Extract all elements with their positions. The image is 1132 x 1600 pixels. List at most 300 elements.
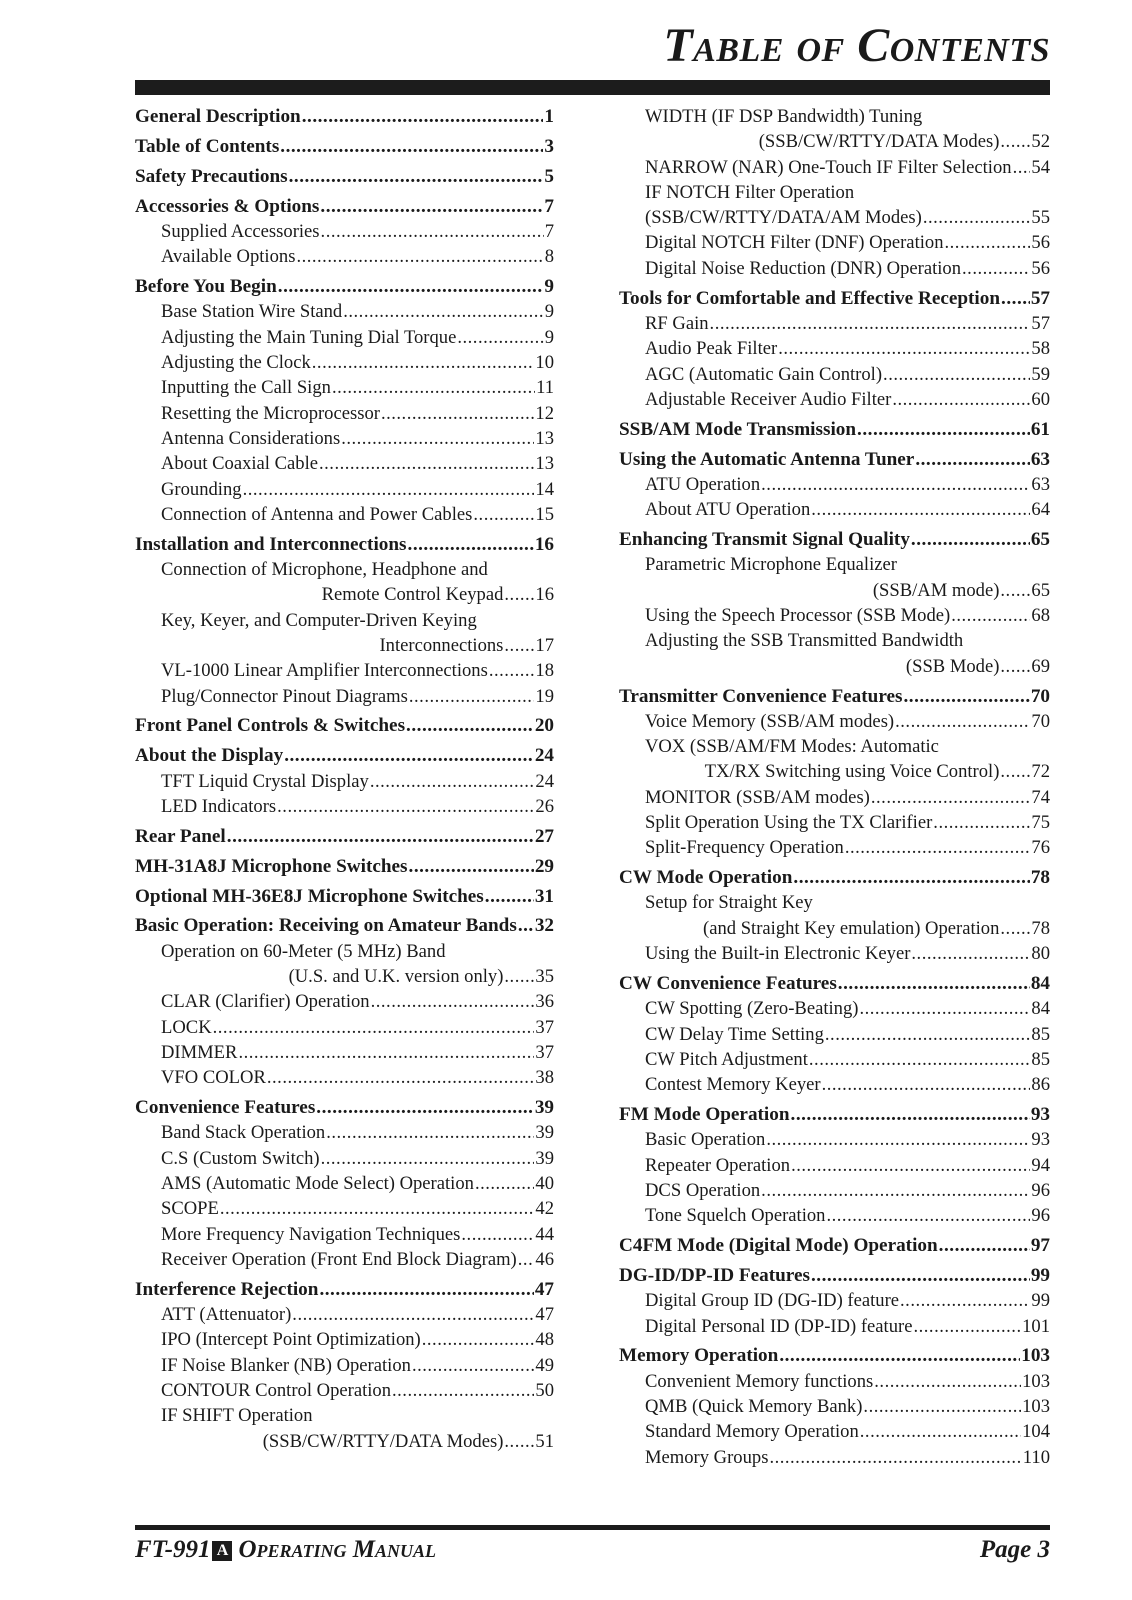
- toc-entry[interactable]: [135, 1327, 554, 1352]
- toc-page-number: 11: [536, 377, 554, 399]
- toc-entry-title: VFO COLOR: [161, 1067, 266, 1089]
- toc-entry[interactable]: [135, 1403, 554, 1428]
- toc-entry[interactable]: [619, 155, 1050, 180]
- toc-entry-title: Antenna Considerations: [161, 427, 341, 449]
- toc-entry[interactable]: [135, 1120, 554, 1145]
- toc-entry-title: Parametric Microphone Equalizer: [645, 554, 897, 576]
- leader-dots: [518, 913, 534, 938]
- toc-entry-title: Memory Groups: [645, 1446, 769, 1468]
- toc-entry[interactable]: [135, 854, 554, 879]
- toc-page-number: 57: [1031, 312, 1050, 334]
- toc-page-number: 7: [544, 195, 554, 217]
- leader-dots: [904, 684, 1030, 709]
- toc-entry-continuation[interactable]: [619, 129, 1050, 154]
- toc-entry-title: DIMMER: [161, 1041, 238, 1063]
- toc-page-number: 1: [544, 106, 554, 127]
- toc-entry-title: Installation and Interconnections: [135, 533, 407, 555]
- leader-dots: [883, 362, 1030, 387]
- toc-entry[interactable]: [135, 1222, 554, 1247]
- toc-entry[interactable]: [619, 684, 1050, 709]
- leader-dots: [319, 1277, 533, 1302]
- toc-entry[interactable]: [619, 971, 1050, 996]
- toc-entry[interactable]: [135, 608, 554, 633]
- toc-page-number: 103: [1022, 1396, 1050, 1418]
- leader-dots: [461, 1222, 534, 1247]
- toc-entry-title: VOX (SSB/AM/FM Modes: Automatic: [645, 736, 939, 758]
- toc-entry[interactable]: [619, 205, 1050, 230]
- toc-entry[interactable]: [135, 1302, 554, 1327]
- toc-page-number: 84: [1030, 972, 1050, 994]
- toc-page-number: 32: [534, 915, 554, 937]
- toc-page-number: 37: [535, 1016, 554, 1038]
- toc-entry-title: Supplied Accessories: [161, 220, 320, 242]
- toc-entry-title: C4FM Mode (Digital Mode) Operation: [619, 1235, 938, 1257]
- toc-entry[interactable]: [135, 1196, 554, 1221]
- leader-dots: [371, 989, 535, 1014]
- toc-entry[interactable]: [619, 603, 1050, 628]
- toc-entry[interactable]: [135, 401, 554, 426]
- toc-entry[interactable]: [135, 194, 554, 219]
- toc-page-number: 39: [535, 1147, 554, 1169]
- toc-entry[interactable]: [619, 785, 1050, 810]
- leader-dots: [284, 743, 534, 768]
- toc-entry[interactable]: [135, 1171, 554, 1196]
- toc-entry[interactable]: [135, 532, 554, 557]
- toc-page-number: 9: [544, 276, 554, 298]
- toc-entry-title: Tools for Comfortable and Effective Reception: [619, 287, 1001, 309]
- leader-dots: [504, 964, 534, 989]
- leader-dots: [793, 865, 1029, 890]
- toc-entry[interactable]: [619, 104, 1050, 129]
- toc-entry[interactable]: [135, 713, 554, 738]
- toc-entry[interactable]: [135, 989, 554, 1014]
- toc-entry-title: IF SHIFT Operation: [161, 1405, 313, 1427]
- leader-dots: [811, 1263, 1030, 1288]
- toc-entry-title: Table of Contents: [135, 135, 280, 157]
- toc-entry[interactable]: [619, 472, 1050, 497]
- toc-page-number: 96: [1031, 1205, 1050, 1227]
- toc-entry[interactable]: [135, 244, 554, 269]
- toc-entry-title: Plug/Connector Pinout Diagrams: [161, 685, 408, 707]
- leader-dots: [761, 1178, 1030, 1203]
- toc-entry-title: General Description: [135, 106, 301, 127]
- toc-entry-title: Front Panel Controls & Switches: [135, 715, 406, 737]
- toc-entry[interactable]: [135, 1247, 554, 1272]
- toc-page-number: 47: [535, 1304, 554, 1326]
- leader-dots: [859, 996, 1030, 1021]
- toc-entry[interactable]: [619, 865, 1050, 890]
- toc-entry[interactable]: [619, 1102, 1050, 1127]
- toc-page-number: 5: [544, 165, 554, 187]
- leader-dots: [809, 1047, 1031, 1072]
- toc-entry-title: Contest Memory Keyer: [645, 1074, 821, 1096]
- toc-entry[interactable]: [135, 1040, 554, 1065]
- toc-page-number: 44: [535, 1223, 554, 1245]
- toc-entry-title: Convenient Memory functions: [645, 1370, 874, 1392]
- leader-dots: [412, 1353, 534, 1378]
- toc-entry[interactable]: [619, 1288, 1050, 1313]
- toc-page-number: 74: [1031, 786, 1050, 808]
- toc-page-number: 12: [535, 402, 554, 424]
- toc-page-number: 42: [535, 1198, 554, 1220]
- leader-dots: [321, 219, 544, 244]
- toc-entry[interactable]: [135, 743, 554, 768]
- toc-entry-title: Digital Noise Reduction (DNR) Operation: [645, 257, 962, 279]
- toc-page-number: 31: [534, 885, 554, 907]
- toc-entry[interactable]: [619, 996, 1050, 1021]
- toc-entry-title: LED Indicators: [161, 795, 277, 817]
- leader-dots: [769, 1445, 1021, 1470]
- toc-entry-title: CW Pitch Adjustment: [645, 1048, 808, 1070]
- toc-page-number: 19: [535, 685, 554, 707]
- toc-entry-title: SSB/AM Mode Transmission: [619, 418, 857, 440]
- toc-page-number: 86: [1031, 1074, 1050, 1096]
- toc-entry[interactable]: [135, 1095, 554, 1120]
- toc-page-number: 26: [535, 795, 554, 817]
- toc-entry-title: Setup for Straight Key: [645, 892, 813, 914]
- leader-dots: [1000, 654, 1030, 679]
- toc-entry-title: Inputting the Call Sign: [161, 377, 331, 399]
- toc-entry-title: IPO (Intercept Point Optimization): [161, 1329, 421, 1351]
- toc-entry-title: VL-1000 Linear Amplifier Interconnections: [161, 660, 488, 682]
- toc-entry-title: Split-Frequency Operation: [645, 837, 844, 859]
- toc-entry[interactable]: [135, 1277, 554, 1302]
- toc-page-number: 69: [1031, 655, 1050, 677]
- toc-page-number: 7: [544, 220, 554, 242]
- toc-page-number: 65: [1030, 529, 1050, 551]
- toc-entry[interactable]: [135, 1015, 554, 1040]
- toc-entry[interactable]: [619, 362, 1050, 387]
- toc-entry[interactable]: [135, 451, 554, 476]
- toc-entry-title: DCS Operation: [645, 1179, 761, 1201]
- toc-page-number: 18: [535, 660, 554, 682]
- toc-entry-title: LOCK: [161, 1016, 212, 1038]
- toc-entry-continuation[interactable]: [619, 916, 1050, 941]
- toc-entry-title: Resetting the Microprocessor: [161, 402, 380, 424]
- toc-page-number: 84: [1031, 998, 1050, 1020]
- toc-entry-continuation[interactable]: [135, 582, 554, 607]
- toc-page-number: 57: [1030, 287, 1050, 309]
- toc-entry[interactable]: [135, 426, 554, 451]
- toc-entry[interactable]: [135, 219, 554, 244]
- toc-entry-title: Adjusting the Main Tuning Dial Torque: [161, 326, 457, 348]
- leader-dots: [278, 274, 544, 299]
- leader-dots: [811, 497, 1030, 522]
- toc-entry-title: Using the Speech Processor (SSB Mode): [645, 605, 951, 627]
- leader-dots: [343, 299, 543, 324]
- toc-entry-title: Digital Personal ID (DP-ID) feature: [645, 1315, 913, 1337]
- toc-entry-title: Connection of Microphone, Headphone and: [161, 559, 488, 581]
- footer-badge: A: [212, 1541, 232, 1561]
- toc-entry[interactable]: [619, 1178, 1050, 1203]
- leader-dots: [1013, 155, 1031, 180]
- toc-page-number: 3: [544, 135, 554, 157]
- toc-entry[interactable]: [619, 1314, 1050, 1339]
- leader-dots: [289, 164, 544, 189]
- toc-entry-title: Basic Operation: [645, 1129, 766, 1151]
- toc-page-number: 40: [535, 1173, 554, 1194]
- toc-page-number: 78: [1031, 917, 1050, 939]
- toc-entry[interactable]: [135, 164, 554, 189]
- leader-dots: [923, 205, 1031, 230]
- toc-entry-title: Interference Rejection: [135, 1278, 319, 1300]
- leader-dots: [457, 325, 543, 350]
- toc-entry[interactable]: [619, 810, 1050, 835]
- leader-dots: [945, 230, 1031, 255]
- leader-dots: [475, 1171, 534, 1196]
- toc-entry[interactable]: [619, 1203, 1050, 1228]
- toc-entry-continuation[interactable]: [135, 1429, 554, 1454]
- leader-dots: [409, 684, 535, 709]
- toc-entry[interactable]: [619, 230, 1050, 255]
- toc-entry[interactable]: [619, 180, 1050, 205]
- leader-dots: [857, 417, 1030, 442]
- toc-entry[interactable]: [619, 336, 1050, 361]
- leader-dots: [504, 582, 534, 607]
- toc-page-number: 93: [1030, 1104, 1050, 1126]
- toc-entry-title: DG-ID/DP-ID Features: [619, 1265, 810, 1286]
- toc-entry[interactable]: [135, 1065, 554, 1090]
- toc-entry-title: Enhancing Transmit Signal Quality: [619, 529, 910, 551]
- toc-entry[interactable]: [619, 628, 1050, 653]
- toc-entry[interactable]: [135, 1378, 554, 1403]
- leader-dots: [316, 1095, 534, 1120]
- toc-entry-title-cont: (SSB/CW/RTTY/DATA Modes): [758, 131, 1000, 153]
- toc-page-number: 36: [535, 991, 554, 1013]
- toc-entry[interactable]: [619, 527, 1050, 552]
- toc-entry[interactable]: [135, 913, 554, 938]
- toc-entry[interactable]: [135, 477, 554, 502]
- toc-entry[interactable]: [619, 417, 1050, 442]
- toc-page-number: 29: [534, 855, 554, 877]
- toc-entry-title: More Frequency Navigation Techniques: [161, 1223, 461, 1245]
- toc-entry-title: C.S (Custom Switch): [161, 1147, 320, 1169]
- toc-entry[interactable]: [135, 274, 554, 299]
- leader-dots: [871, 785, 1031, 810]
- footer-model: FT-991: [135, 1536, 211, 1563]
- leader-dots: [312, 350, 535, 375]
- toc-page-number: 61: [1030, 418, 1050, 440]
- toc-entry[interactable]: [135, 502, 554, 527]
- toc-entry-title: Receiver Operation (Front End Block Diagram): [161, 1248, 517, 1270]
- toc-entry[interactable]: [135, 769, 554, 794]
- toc-entry-title: Base Station Wire Stand: [161, 301, 343, 323]
- toc-entry-continuation[interactable]: [619, 759, 1050, 784]
- toc-page-number: 75: [1031, 811, 1050, 833]
- toc-entry-title: Digital NOTCH Filter (DNF) Operation: [645, 232, 944, 254]
- toc-entry-title: SCOPE: [161, 1198, 219, 1220]
- leader-dots: [302, 104, 544, 129]
- toc-entry[interactable]: [619, 1369, 1050, 1394]
- toc-page-number: 56: [1031, 257, 1050, 279]
- toc-entry[interactable]: [619, 1263, 1050, 1288]
- toc-entry[interactable]: [135, 824, 554, 849]
- toc-page-number: 24: [535, 770, 554, 792]
- toc-entry-continuation[interactable]: [619, 654, 1050, 679]
- toc-entry[interactable]: [135, 375, 554, 400]
- toc-page-number: 101: [1022, 1315, 1050, 1337]
- toc-entry[interactable]: [619, 1233, 1050, 1258]
- toc-entry[interactable]: [135, 884, 554, 909]
- toc-entry-title: Using the Automatic Antenna Tuner: [619, 448, 915, 470]
- toc-page-number: 96: [1031, 1179, 1050, 1201]
- toc-entry[interactable]: [619, 387, 1050, 412]
- leader-dots: [220, 1196, 535, 1221]
- toc-entry-title: CW Delay Time Setting: [645, 1023, 824, 1045]
- toc-page-number: 17: [535, 634, 554, 656]
- toc-entry-continuation[interactable]: [619, 578, 1050, 603]
- toc-page-number: 78: [1030, 867, 1050, 889]
- leader-dots: [243, 477, 535, 502]
- toc-entry-title-cont: (and Straight Key emulation) Operation: [703, 917, 1000, 939]
- toc-entry[interactable]: [619, 497, 1050, 522]
- leader-dots: [874, 1369, 1021, 1394]
- toc-entry[interactable]: [619, 1343, 1050, 1368]
- leader-dots: [422, 1327, 535, 1352]
- toc-page-number: 99: [1031, 1290, 1050, 1312]
- header-rule: [135, 80, 1050, 95]
- toc-page-number: 8: [544, 246, 554, 268]
- toc-page-number: 93: [1031, 1129, 1050, 1151]
- leader-dots: [825, 1022, 1031, 1047]
- toc-entry[interactable]: [619, 1022, 1050, 1047]
- leader-dots: [761, 472, 1030, 497]
- leader-dots: [392, 1378, 534, 1403]
- toc-entry-title-cont: Remote Control Keypad: [321, 584, 504, 606]
- toc-entry[interactable]: [135, 794, 554, 819]
- toc-page-number: 103: [1021, 1345, 1050, 1367]
- leader-dots: [915, 447, 1029, 472]
- toc-entry[interactable]: [619, 1127, 1050, 1152]
- toc-entry[interactable]: [619, 709, 1050, 734]
- toc-entry[interactable]: [619, 835, 1050, 860]
- leader-dots: [406, 713, 534, 738]
- toc-entry[interactable]: [619, 1153, 1050, 1178]
- toc-entry[interactable]: [619, 734, 1050, 759]
- toc-entry-title: Using the Built-in Electronic Keyer: [645, 943, 911, 965]
- toc-page-number: 10: [535, 352, 554, 374]
- toc-entry-title: Repeater Operation: [645, 1154, 791, 1176]
- leader-dots: [779, 1343, 1020, 1368]
- leader-dots: [326, 1120, 534, 1145]
- toc-entry-title: Band Stack Operation: [161, 1122, 326, 1144]
- toc-entry[interactable]: [135, 557, 554, 582]
- toc-entry[interactable]: [619, 1047, 1050, 1072]
- toc-entry-title: Tone Squelch Operation: [645, 1205, 826, 1227]
- toc-entry[interactable]: [619, 256, 1050, 281]
- toc-entry-title: Safety Precautions: [135, 165, 288, 187]
- toc-page-number: 9: [544, 301, 554, 323]
- toc-entry-continuation[interactable]: [135, 964, 554, 989]
- leader-dots: [826, 1203, 1030, 1228]
- toc-entry-title-cont: (SSB Mode): [905, 655, 1000, 677]
- toc-page-number: 16: [535, 584, 554, 606]
- toc-entry[interactable]: [619, 1419, 1050, 1444]
- toc-entry-title: About Coaxial Cable: [161, 453, 318, 475]
- footer-page-number: Page 3: [979, 1536, 1050, 1563]
- leader-dots: [710, 311, 1031, 336]
- leader-dots: [838, 971, 1030, 996]
- toc-page-number: 49: [535, 1354, 554, 1376]
- toc-entry[interactable]: [135, 299, 554, 324]
- toc-entry[interactable]: [619, 447, 1050, 472]
- toc-page-number: 14: [535, 478, 554, 500]
- toc-entry-title: About the Display: [135, 745, 284, 767]
- toc-entry[interactable]: [135, 350, 554, 375]
- toc-entry-title: FM Mode Operation: [619, 1104, 790, 1126]
- leader-dots: [845, 835, 1031, 860]
- leader-dots: [933, 810, 1030, 835]
- leader-dots: [939, 1233, 1030, 1258]
- toc-page-number: 68: [1031, 605, 1050, 627]
- toc-entry-title: CONTOUR Control Operation: [161, 1379, 391, 1401]
- toc-page-number: 47: [534, 1278, 554, 1300]
- toc-entry-continuation[interactable]: [135, 633, 554, 658]
- toc-entry[interactable]: [135, 134, 554, 159]
- toc-entry[interactable]: [619, 1072, 1050, 1097]
- toc-page-number: 9: [544, 326, 554, 348]
- toc-entry[interactable]: [135, 684, 554, 709]
- toc-entry[interactable]: [619, 1394, 1050, 1419]
- toc-entry-title: QMB (Quick Memory Bank): [645, 1396, 863, 1418]
- toc-entry-title: IF Noise Blanker (NB) Operation: [161, 1354, 411, 1376]
- toc-page-number: 59: [1031, 363, 1050, 385]
- toc-entry[interactable]: [619, 552, 1050, 577]
- leader-dots: [892, 387, 1030, 412]
- leader-dots: [213, 1015, 535, 1040]
- leader-dots: [1000, 129, 1030, 154]
- toc-entry-title: Optional MH-36E8J Microphone Switches: [135, 885, 484, 907]
- leader-dots: [863, 1394, 1021, 1419]
- toc-entry-title: Key, Keyer, and Computer-Driven Keying: [161, 609, 477, 631]
- toc-entry[interactable]: [619, 286, 1050, 311]
- leader-dots: [766, 1127, 1030, 1152]
- toc-page-number: 50: [535, 1379, 554, 1401]
- toc-entry-title: Grounding: [161, 478, 242, 500]
- toc-entry-title: CW Spotting (Zero-Beating): [645, 998, 859, 1020]
- leader-dots: [381, 401, 534, 426]
- toc-page-number: 80: [1031, 943, 1050, 965]
- toc-entry-title: ATU Operation: [645, 473, 761, 495]
- toc-page-number: 110: [1022, 1446, 1050, 1468]
- toc-entry[interactable]: [135, 658, 554, 683]
- toc-entry-title: Accessories & Options: [135, 195, 320, 217]
- toc-entry-title: Split Operation Using the TX Clarifier: [645, 811, 933, 833]
- toc-entry-title: TFT Liquid Crystal Display: [161, 770, 369, 792]
- leader-dots: [791, 1153, 1030, 1178]
- toc-entry[interactable]: [135, 1146, 554, 1171]
- toc-entry[interactable]: [135, 939, 554, 964]
- toc-entry-title: Adjustable Receiver Audio Filter: [645, 388, 892, 410]
- leader-dots: [321, 1146, 535, 1171]
- toc-entry[interactable]: [135, 104, 554, 129]
- toc-entry[interactable]: [619, 1445, 1050, 1470]
- toc-entry[interactable]: [135, 325, 554, 350]
- toc-entry-title: ATT (Attenuator): [161, 1304, 292, 1326]
- toc-entry[interactable]: [619, 311, 1050, 336]
- toc-entry[interactable]: [135, 1353, 554, 1378]
- toc-page-number: 64: [1031, 499, 1050, 521]
- leader-dots: [227, 824, 534, 849]
- toc-entry[interactable]: [619, 941, 1050, 966]
- toc-page-number: 37: [535, 1041, 554, 1063]
- toc-entry-title: AMS (Automatic Mode Select) Operation: [161, 1173, 474, 1194]
- leader-dots: [277, 794, 534, 819]
- toc-column-right: [619, 104, 1050, 1470]
- toc-entry-title: (SSB/CW/RTTY/DATA/AM Modes): [645, 207, 922, 229]
- toc-entry[interactable]: [619, 890, 1050, 915]
- toc-entry-title-cont: (SSB/AM mode): [872, 579, 1000, 601]
